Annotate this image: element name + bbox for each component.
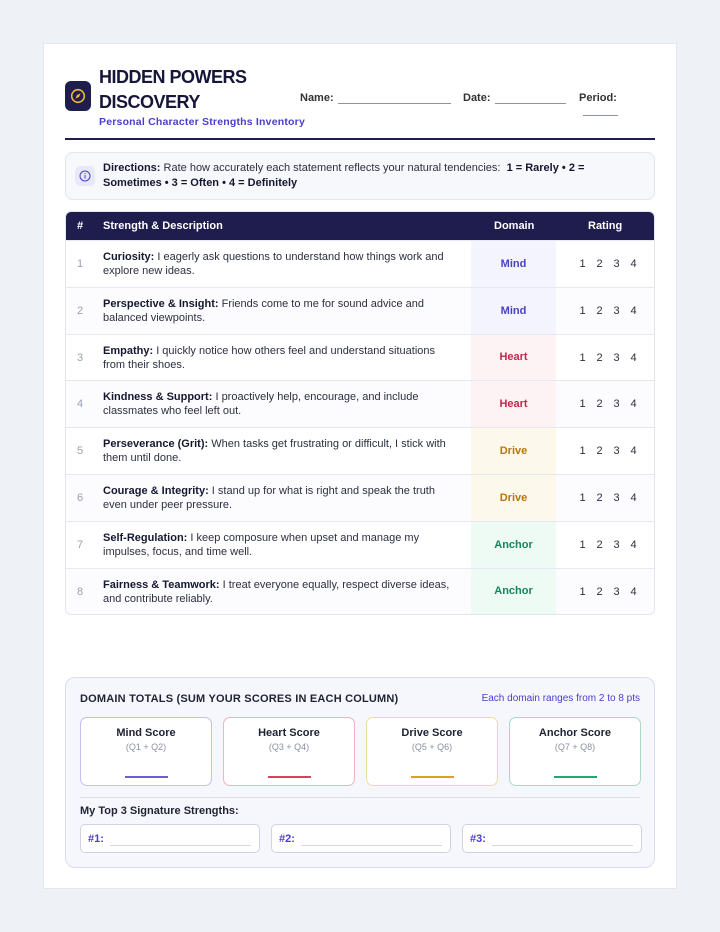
score-line: [554, 776, 597, 778]
rating-option[interactable]: 2: [596, 491, 603, 504]
score-sub: (Q3 + Q4): [268, 742, 310, 752]
score-sub: (Q7 + Q8): [554, 742, 596, 752]
worksheet-page: [43, 43, 677, 889]
domain-cell: Heart: [471, 335, 556, 381]
table-row: [66, 568, 654, 615]
col-number: #: [77, 220, 84, 232]
strength-description: [103, 437, 458, 465]
strength-description: [103, 297, 458, 325]
page-subtitle: Personal Character Strengths Inventory: [99, 116, 305, 128]
table-row: [66, 427, 654, 474]
slot-line: [492, 845, 633, 846]
directions-label: Directions:: [103, 162, 161, 174]
strength-description: [103, 344, 458, 372]
table-row: [66, 240, 654, 287]
slot-label: #1:: [88, 833, 104, 845]
rating-option[interactable]: 2: [596, 398, 603, 411]
strength-description: [103, 484, 458, 512]
header: [65, 66, 655, 140]
rating-option[interactable]: 3: [613, 491, 620, 504]
name-label: Name:: [300, 92, 334, 104]
rating-option[interactable]: 3: [613, 304, 620, 317]
date-label: Date:: [463, 92, 491, 104]
rating-options: [574, 352, 642, 364]
domain-cell: Drive: [471, 475, 556, 521]
table-body: [66, 240, 654, 614]
top-strength-field-1[interactable]: [80, 824, 260, 853]
strength-title: Empathy:: [103, 344, 154, 357]
top-strength-field-2[interactable]: [271, 824, 451, 853]
domain-cell: Heart: [471, 381, 556, 427]
heart-score-box[interactable]: [223, 717, 355, 786]
rating-option[interactable]: 2: [596, 538, 603, 551]
period-field[interactable]: [579, 92, 655, 116]
rating-options: [574, 305, 642, 317]
rating-option[interactable]: 1: [579, 398, 586, 411]
drive-score-box[interactable]: [366, 717, 498, 786]
anchor-score-box[interactable]: [509, 717, 641, 786]
score-sub: (Q1 + Q2): [125, 742, 167, 752]
table-row: [66, 474, 654, 521]
rating-options: [574, 258, 642, 270]
rating-option[interactable]: 2: [596, 258, 603, 270]
totals-title: DOMAIN TOTALS (SUM YOUR SCORES IN EACH COLUMN): [80, 693, 399, 705]
rating-option[interactable]: 4: [630, 304, 637, 317]
strength-text: I stand up for what is right and speak the truth even under peer pressure.: [103, 484, 435, 511]
header-divider: [65, 138, 655, 140]
strength-description: [103, 390, 458, 418]
score-line: [125, 776, 168, 778]
compass-icon: [65, 81, 91, 111]
table-row: [66, 521, 654, 568]
rating-options: [574, 492, 642, 504]
strength-title: Perseverance (Grit):: [103, 438, 209, 451]
rating-option[interactable]: 3: [613, 538, 620, 551]
strength-text: I keep composure when upset and manage my impulses, focus, and time well.: [103, 531, 420, 558]
strengths-table: [65, 211, 655, 615]
table-row: [66, 287, 654, 334]
score-name: Mind Score: [116, 727, 176, 739]
rating-option[interactable]: 2: [596, 585, 603, 598]
slot-label: #3:: [470, 833, 486, 845]
slot-line: [301, 845, 442, 846]
mind-score-box[interactable]: [80, 717, 212, 786]
name-field[interactable]: [300, 92, 451, 104]
directions-scale: 1 = Rarely • 2 = Sometimes • 3 = Often • 4 = Definitely: [103, 162, 585, 189]
col-domain: Domain: [494, 220, 535, 232]
directions-text: [103, 161, 642, 190]
row-number: 4: [77, 398, 84, 411]
strength-text: I quickly notice how others feel and understand situations from their shoes.: [103, 344, 436, 371]
domain-cell: Drive: [471, 428, 556, 474]
slot-line: [110, 845, 251, 846]
page-title-line2: DISCOVERY: [99, 92, 200, 112]
rating-options: [574, 398, 642, 410]
score-name: Heart Score: [258, 727, 320, 739]
col-rating: Rating: [588, 220, 623, 232]
date-field[interactable]: [463, 92, 566, 104]
rating-option[interactable]: 4: [630, 491, 637, 504]
rating-option[interactable]: 1: [579, 304, 586, 317]
strength-description: [103, 578, 458, 606]
rating-options: [574, 445, 642, 457]
rating-option[interactable]: 3: [613, 398, 620, 411]
domain-cell: Anchor: [471, 522, 556, 568]
rating-option[interactable]: 4: [630, 585, 637, 598]
row-number: 1: [77, 258, 84, 270]
row-number: 8: [77, 585, 84, 598]
strength-title: Kindness & Support:: [103, 391, 213, 404]
rating-option[interactable]: 4: [630, 258, 637, 270]
period-label: Period:: [579, 92, 617, 104]
rating-options: [574, 586, 642, 598]
table-row: [66, 380, 654, 427]
info-icon: [75, 166, 95, 186]
rating-option[interactable]: 4: [630, 445, 637, 458]
rating-option[interactable]: 4: [630, 398, 637, 411]
top-strength-field-3[interactable]: [462, 824, 642, 853]
slot-label: #2:: [279, 833, 295, 845]
strength-title: Perspective & Insight:: [103, 297, 219, 310]
score-line: [268, 776, 311, 778]
domain-totals: [65, 677, 655, 868]
rating-option[interactable]: 4: [630, 351, 637, 364]
rating-option[interactable]: 3: [613, 585, 620, 598]
row-number: 7: [77, 538, 84, 551]
score-name: Drive Score: [401, 727, 463, 739]
strength-text: When tasks get frustrating or difficult, I stick with them until done.: [103, 438, 446, 465]
rating-option[interactable]: 3: [613, 445, 620, 458]
period-line[interactable]: [583, 106, 618, 116]
rating-options: [574, 539, 642, 551]
domain-cell: Mind: [471, 288, 556, 334]
strength-title: Self-Regulation:: [103, 531, 188, 544]
strength-text: Friends come to me for sound advice and balanced viewpoints.: [103, 297, 424, 324]
rating-option[interactable]: 1: [579, 538, 586, 551]
directions-body: Rate how accurately each statement reflects your natural tendencies:: [163, 162, 501, 174]
rating-option[interactable]: 2: [596, 304, 603, 317]
rating-option[interactable]: 2: [596, 351, 603, 364]
domain-cell: Anchor: [471, 569, 556, 615]
domain-cell: Mind: [471, 241, 556, 287]
rating-option[interactable]: 3: [613, 351, 620, 364]
strength-title: Courage & Integrity:: [103, 484, 209, 497]
strength-title: Curiosity:: [103, 251, 155, 263]
rating-option[interactable]: 4: [630, 538, 637, 551]
rating-option[interactable]: 3: [613, 258, 620, 270]
page-title: HIDDEN POWERS: [99, 67, 247, 87]
col-strength: Strength & Description: [103, 220, 223, 232]
score-line: [411, 776, 454, 778]
rating-option[interactable]: 1: [579, 585, 586, 598]
rating-option[interactable]: 1: [579, 445, 586, 458]
strength-title: Fairness & Teamwork:: [103, 578, 220, 591]
totals-note: Each domain ranges from 2 to 8 pts: [481, 693, 640, 704]
rating-option[interactable]: 1: [579, 258, 586, 270]
table-row: [66, 334, 654, 381]
rating-option[interactable]: 1: [579, 351, 586, 364]
strength-text: I proactively help, encourage, and include classmates who feel left out.: [103, 391, 419, 418]
rating-option[interactable]: 2: [596, 445, 603, 458]
strength-text: I treat everyone equally, respect diverse ideas, and contribute reliably.: [103, 578, 450, 605]
rating-option[interactable]: 1: [579, 491, 586, 504]
table-header: [66, 212, 654, 240]
date-line[interactable]: [495, 94, 566, 104]
score-name: Anchor Score: [538, 727, 612, 739]
strength-description: [103, 531, 458, 559]
directions-box: [65, 152, 655, 200]
row-number: 6: [77, 491, 84, 504]
score-sub: (Q5 + Q6): [411, 742, 453, 752]
name-line[interactable]: [338, 94, 451, 104]
row-number: 3: [77, 351, 84, 364]
strength-text: I eagerly ask questions to understand how things work and explore new ideas.: [103, 251, 444, 277]
top3-label: My Top 3 Signature Strengths:: [80, 805, 239, 817]
row-number: 2: [77, 304, 84, 317]
row-number: 5: [77, 445, 84, 458]
strength-description: [103, 250, 458, 278]
totals-divider: [80, 797, 640, 798]
